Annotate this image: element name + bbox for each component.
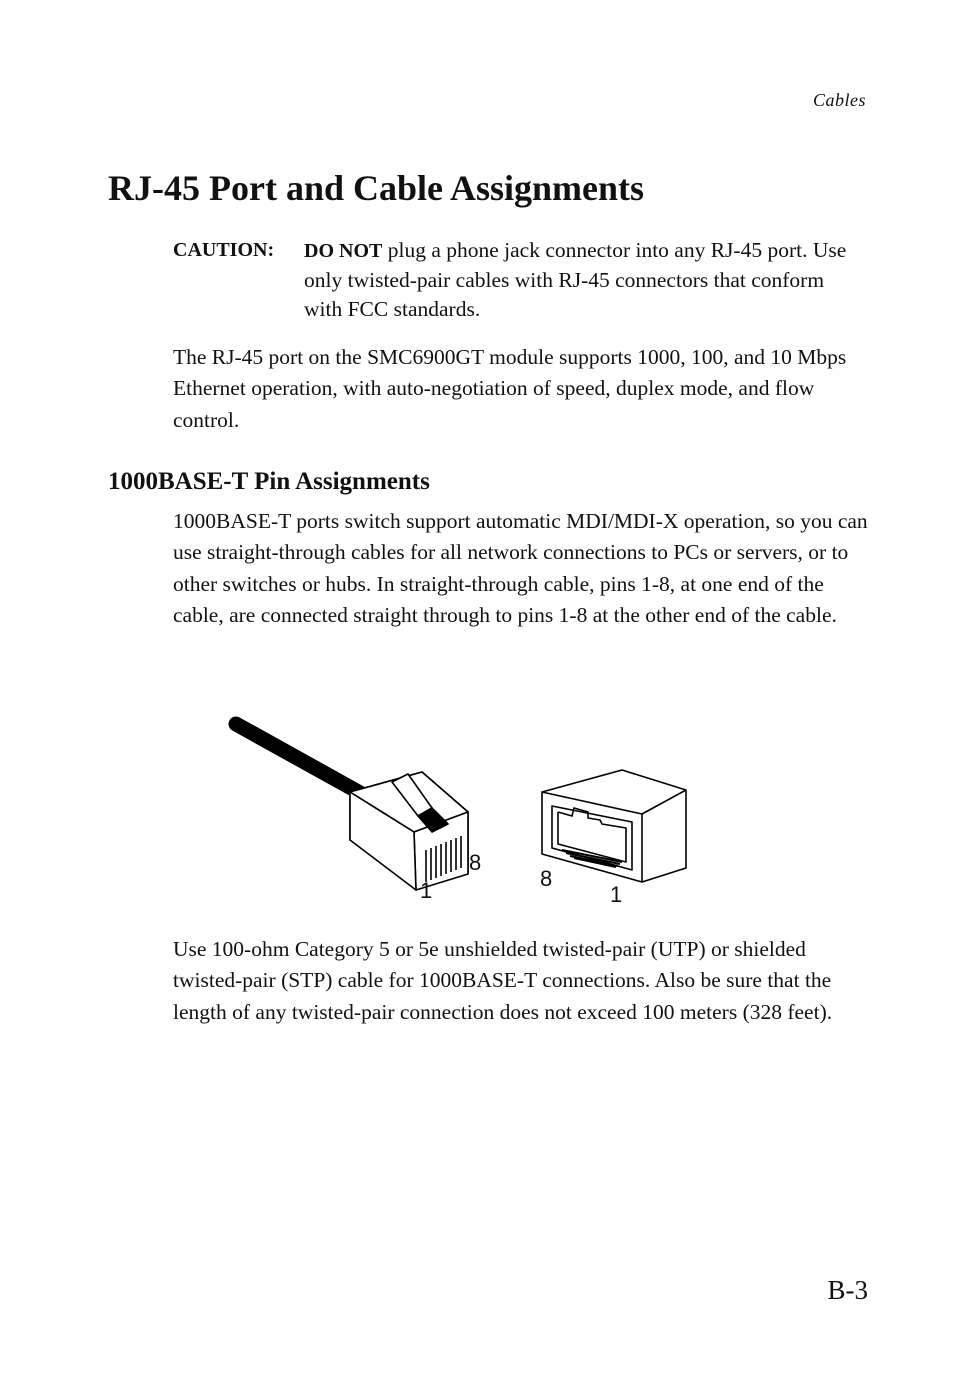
rj45-figure <box>222 712 702 912</box>
caution-body <box>304 236 864 324</box>
section-paragraph: 1000BASE-T ports switch support automatic MDI/MDI-X operation, so you can use straight-through cables for all network connections to PCs or servers, or to other switches or hubs. In straight-through cable, pins 1-8, at one end of the cable, are connected straight through to pins 1-8 at the other end of the cable. <box>173 509 868 627</box>
rj45-plug-icon <box>350 772 468 890</box>
section-heading: 1000BASE-T Pin Assignments <box>108 468 430 495</box>
caution-text: plug a phone jack connector into any RJ-45 port. Use only twisted-pair cables with RJ-45 connectors that conform with FCC standards. <box>304 238 847 321</box>
running-header-text: Cables <box>812 90 866 110</box>
rj45-connector-illustration <box>222 712 702 912</box>
caution-label: CAUTION: <box>173 239 275 261</box>
plug-pin-8-label: 8 <box>469 850 482 875</box>
caution-emphasis: DO NOT <box>304 240 383 262</box>
cable-requirements-paragraph: Use 100-ohm Category 5 or 5e unshielded twisted-pair (UTP) or shielded twisted-pair (STP) cable for 1000BASE-T connections. Also be sure that the length of any twisted-pair connection does not exceed 100 meters (328 feet). <box>173 937 833 1024</box>
plug-pin-1-label: 1 <box>420 878 433 903</box>
page-title: RJ-45 Port and Cable Assignments <box>108 168 645 208</box>
intro-paragraph: The RJ-45 port on the SMC6900GT module supports 1000, 100, and 10 Mbps Ethernet operation, with auto-negotiation of speed, duplex mode, and flow control. <box>173 345 847 432</box>
page-number: B-3 <box>827 1275 868 1305</box>
cable-icon <box>236 724 362 794</box>
running-header <box>813 90 866 111</box>
jack-pin-1-label: 1 <box>610 882 623 907</box>
jack-pin-8-label: 8 <box>540 866 553 891</box>
caution-note <box>173 236 873 324</box>
